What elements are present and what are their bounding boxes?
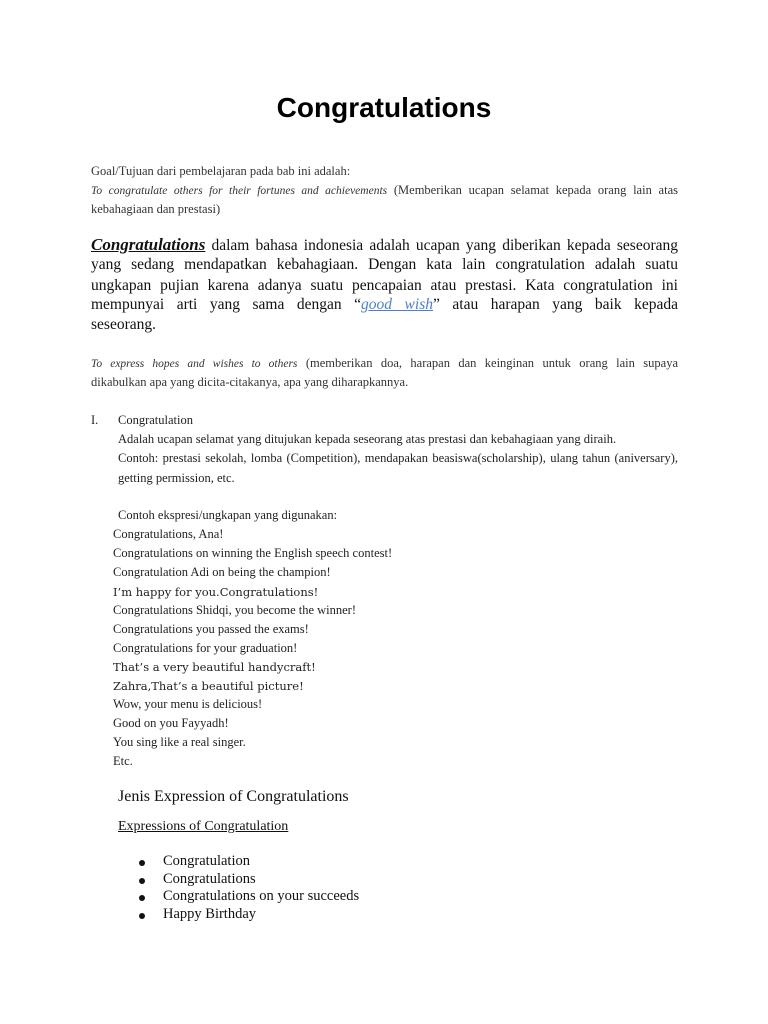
example-item: Congratulations for your graduation! bbox=[113, 641, 298, 655]
example-item: Congratulations on winning the English speech contest! bbox=[113, 546, 393, 560]
good-wish-link[interactable]: good wish bbox=[361, 296, 433, 313]
goal-line-1-rest: (Memberikan ucapan selamat kepada orang lain atas bbox=[393, 183, 678, 197]
intro-line-4 bbox=[91, 296, 678, 314]
hopes-italic: To express hopes and wishes to others bbox=[91, 358, 298, 370]
intro-line-1 bbox=[91, 235, 678, 255]
intro-line-4-before: mempunyai arti yang sama dengan “ bbox=[91, 296, 362, 313]
hopes-line-1 bbox=[91, 356, 678, 371]
goal-line-2: kebahagiaan dan prestasi) bbox=[91, 202, 221, 216]
bullet-item: Congratulations bbox=[163, 871, 256, 887]
hopes-line-2: dikabulkan apa yang dicita-citakanya, apa yang diharapkannya. bbox=[91, 375, 409, 389]
intro-line-4-after: ” atau harapan yang baik kepada bbox=[432, 296, 679, 313]
example-item: Congratulations, Ana! bbox=[113, 527, 224, 541]
bullet-item: Congratulations on your succeeds bbox=[163, 888, 360, 904]
example-item: That’s a very beautiful handycraft! bbox=[113, 660, 316, 674]
bullet-item: Congratulation bbox=[163, 853, 250, 869]
intro-line-1-rest: dalam bahasa indonesia adalah ucapan yang diberikan kepada seseorang bbox=[211, 237, 679, 254]
jenis-heading: Jenis Expression of Congratulations bbox=[118, 788, 349, 805]
intro-keyword: Congratulations bbox=[91, 235, 206, 254]
example-item: Congratulations you passed the exams! bbox=[113, 622, 309, 636]
example-item: Good on you Fayyadh! bbox=[113, 716, 229, 730]
bullet-icon bbox=[139, 860, 145, 866]
goal-line-1 bbox=[91, 183, 678, 198]
example-item: You sing like a real singer. bbox=[113, 735, 246, 749]
bullet-icon bbox=[139, 913, 145, 919]
example-item: Wow, your menu is delicious! bbox=[113, 697, 263, 711]
bullet-icon bbox=[139, 878, 145, 884]
example-item: Congratulations Shidqi, you become the winner! bbox=[113, 603, 357, 617]
intro-line-5: seseorang. bbox=[91, 316, 156, 333]
goal-italic: To congratulate others for their fortunes and achievements bbox=[91, 185, 388, 197]
bullet-icon bbox=[139, 895, 145, 901]
goal-label: Goal/Tujuan dari pembelajaran pada bab ini adalah: bbox=[91, 164, 351, 178]
contoh-line-2: getting permission, etc. bbox=[118, 471, 235, 485]
hopes-line-1-rest: (memberikan doa, harapan dan keinginan untuk orang lain supaya bbox=[305, 356, 678, 370]
page-title: Congratulations bbox=[276, 92, 492, 123]
examples-label: Contoh ekspresi/ungkapan yang digunakan: bbox=[118, 508, 338, 522]
example-item: Zahra,That’s a beautiful picture! bbox=[113, 679, 304, 693]
section-heading: Congratulation bbox=[118, 413, 193, 427]
example-item: I’m happy for you.Congratulations! bbox=[113, 585, 319, 599]
expressions-subheading: Expressions of Congratulation bbox=[118, 819, 289, 834]
intro-line-3: ungkapan pujian karena adanya suatu pencapaian atau prestasi. Kata congratulation ini bbox=[91, 277, 678, 294]
section-desc: Adalah ucapan selamat yang ditujukan kepada seseorang atas prestasi dan kebahagiaan yang diraih. bbox=[118, 432, 617, 446]
example-item: Congratulation Adi on being the champion! bbox=[113, 565, 331, 579]
bullet-item: Happy Birthday bbox=[163, 906, 257, 922]
contoh-line-1: Contoh: prestasi sekolah, lomba (Competition), mendapakan beasiswa(scholarship), ulang tahun (aniversary), bbox=[118, 451, 678, 465]
example-item: Etc. bbox=[113, 754, 133, 768]
section-numeral: I. bbox=[91, 413, 99, 427]
intro-line-2: yang sedang mendapatkan kebahagiaan. Dengan kata lain congratulation adalah suatu bbox=[91, 256, 678, 273]
